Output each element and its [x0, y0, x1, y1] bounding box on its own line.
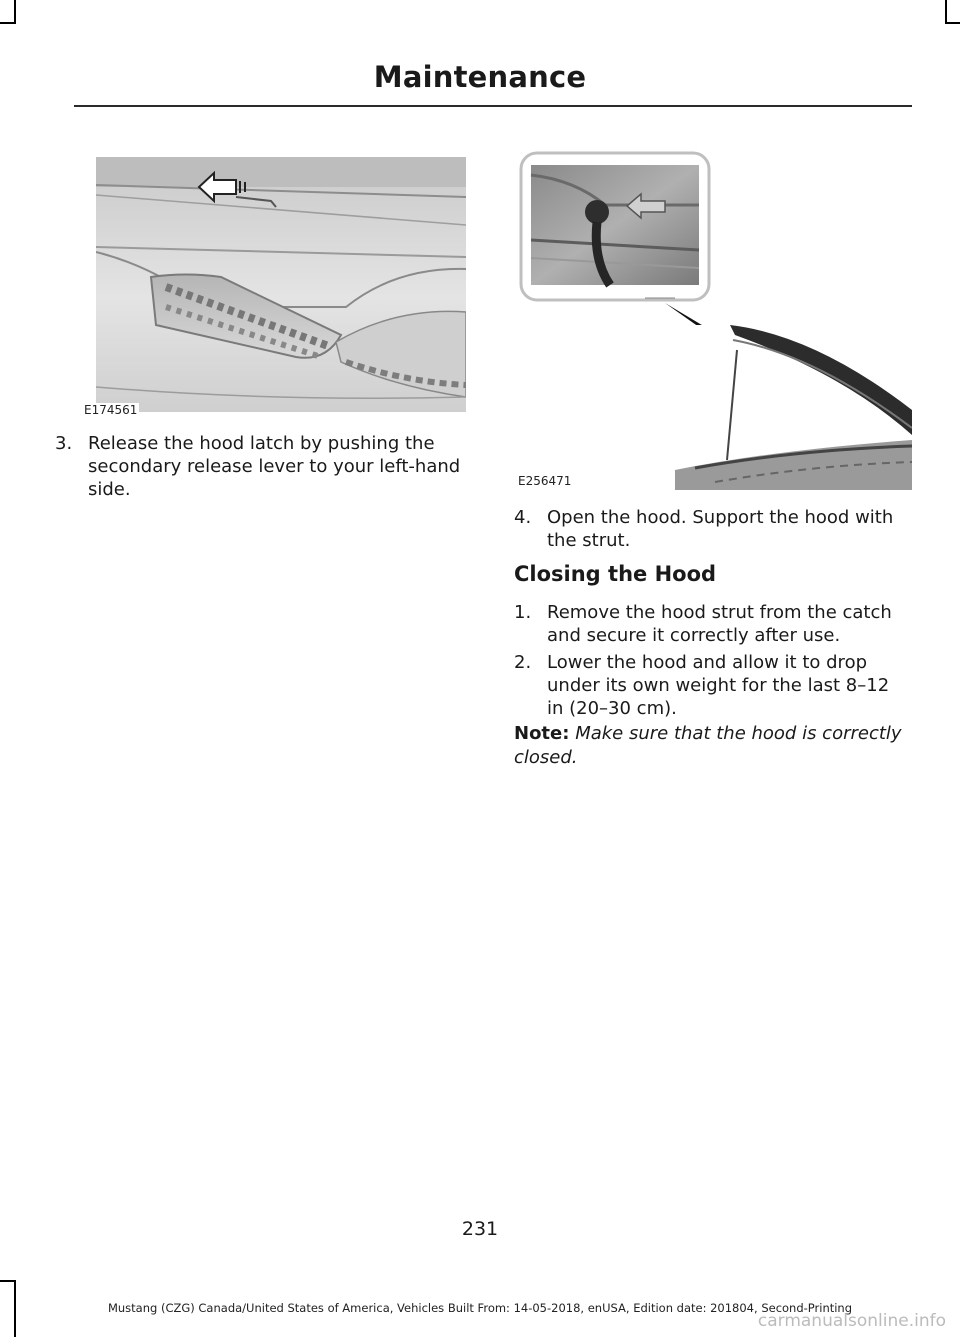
crop-mark-top-right-horizontal: [945, 22, 960, 24]
watermark: carmanualsonline.info: [757, 1311, 946, 1331]
figure-hood-latch-release: [84, 157, 466, 417]
figure-hood-strut: [515, 150, 912, 490]
step-number: 4.: [514, 507, 532, 528]
step-3: [55, 432, 475, 501]
header-divider: [74, 105, 912, 107]
note-text: Make sure that the hood is correctly closed.: [514, 723, 902, 768]
hood-strut-illustration: [515, 150, 912, 490]
note: [514, 722, 914, 770]
closing-step-2: [514, 651, 914, 720]
step-4: [514, 506, 914, 552]
figure-label: E256471: [518, 474, 572, 488]
figure-label: E174561: [84, 403, 138, 417]
crop-mark-top-left-horizontal: [0, 22, 16, 24]
footer-text: Mustang (CZG) Canada/United States of America, Vehicles Built From: 14-05-2018, enUSA, Edition date: 201804, Second-Printing: [107, 1301, 853, 1315]
crop-mark-top-left-vertical: [14, 0, 16, 22]
step-number: 3.: [55, 433, 73, 454]
step-text: Release the hood latch by pushing the secondary release lever to your left-hand side.: [88, 433, 461, 500]
crop-mark-top-right-vertical: [945, 0, 947, 22]
step-text: Remove the hood strut from the catch and secure it correctly after use.: [547, 602, 892, 646]
closing-step-1: [514, 601, 914, 647]
hood-latch-illustration: [96, 157, 466, 412]
note-label: Note:: [514, 723, 570, 744]
step-number: 2.: [514, 652, 532, 673]
step-text: Open the hood. Support the hood with the strut.: [547, 507, 894, 551]
crop-mark-bottom-left-horizontal: [0, 1280, 16, 1282]
page-title: Maintenance: [373, 60, 587, 94]
section-heading: Closing the Hood: [514, 562, 717, 586]
page-number: 231: [461, 1218, 499, 1240]
step-number: 1.: [514, 602, 532, 623]
step-text: Lower the hood and allow it to drop under its own weight for the last 8–12 in (20–30 cm).: [547, 652, 890, 719]
